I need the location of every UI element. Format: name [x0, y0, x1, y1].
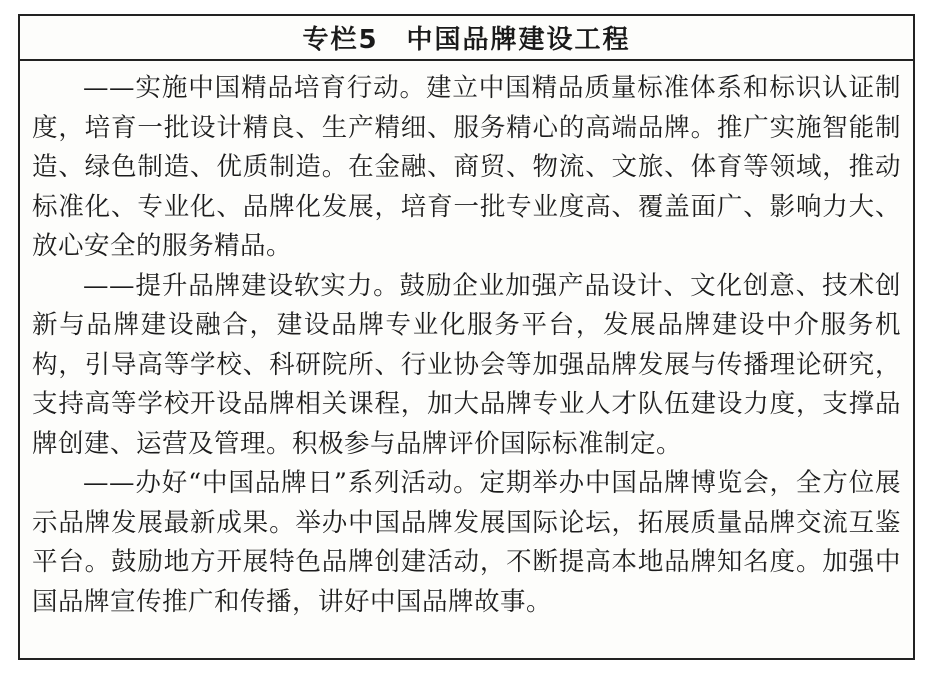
paragraph-brand-day: ——办好“中国品牌日”系列活动。定期举办中国品牌博览会，全方位展示品牌发展最新成果。举办中国品牌发展国际论坛，拓展质量品牌交流互鉴平台。鼓励地方开展特色品牌创建活动，不断提高本地品牌知名度。加强中国品牌宣传推广和传播，讲好中国品牌故事。: [32, 468, 901, 617]
column-content: [20, 61, 913, 622]
column-box: [18, 14, 915, 660]
paragraph-soft-power: ——提升品牌建设软实力。鼓励企业加强产品设计、文化创意、技术创新与品牌建设融合，建设品牌专业化服务平台，发展品牌建设中介服务机构，引导高等学校、科研院所、行业协会等加强品牌发展与传播理论研究，支持高等学校开设品牌相关课程，加大品牌专业人才队伍建设力度，支撑品牌创建、运营及管理。积极参与品牌评价国际标准制定。: [32, 270, 901, 459]
column-header: [20, 16, 913, 61]
column-title: 专栏5 中国品牌建设工程: [302, 25, 631, 55]
paragraph-quality-brand: ——实施中国精品培育行动。建立中国精品质量标准体系和标识认证制度，培育一批设计精良、生产精细、服务精心的高端品牌。推广实施智能制造、绿色制造、优质制造。在金融、商贸、物流、文旅、体育等领域，推动标准化、专业化、品牌化发展，培育一批专业度高、覆盖面广、影响力大、放心安全的服务精品。: [32, 73, 901, 261]
